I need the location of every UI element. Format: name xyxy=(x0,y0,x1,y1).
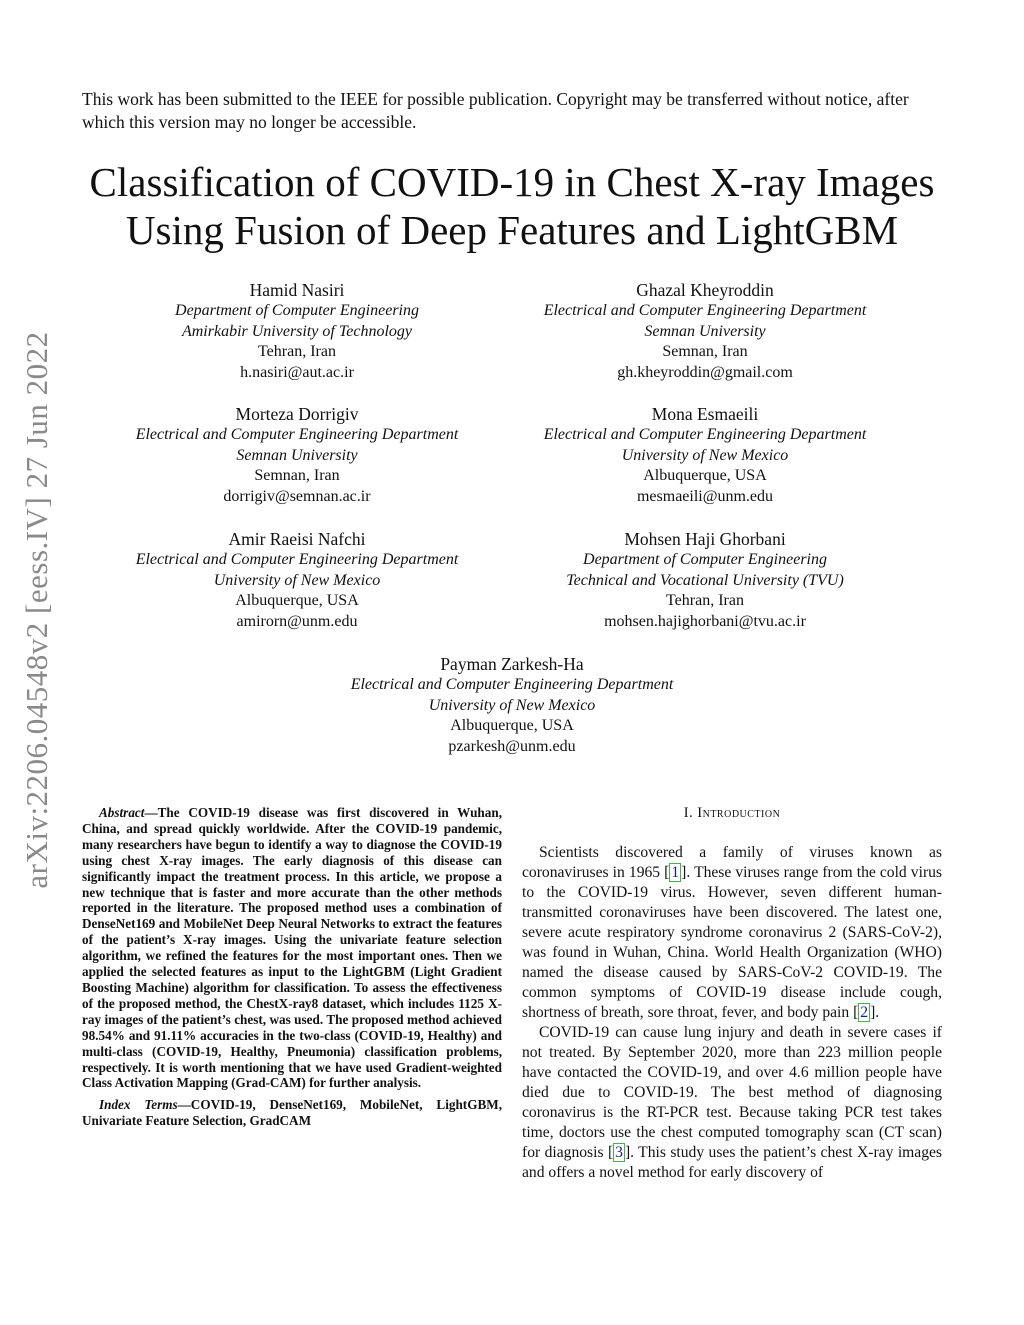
author-block xyxy=(77,528,517,633)
abstract xyxy=(82,805,502,1129)
arxiv-identifier: arXiv:2206.04548v2 [eess.IV] 27 Jun 2022 xyxy=(19,331,54,889)
author-email[interactable]: gh.kheyroddin@gmail.com xyxy=(617,364,793,382)
author-email[interactable]: pzarkesh@unm.edu xyxy=(448,738,576,756)
citation-link[interactable]: 3 xyxy=(615,1144,623,1161)
index-terms-text: —COVID-19, DenseNet169, MobileNet, LightGBM, Univariate Feature Selection, GradCAM xyxy=(82,1097,502,1129)
author-department: Department of Computer Engineering xyxy=(583,551,827,568)
paper-title xyxy=(72,158,952,254)
author-block xyxy=(485,403,925,508)
author-location: Albuquerque, USA xyxy=(450,717,574,735)
introduction-body xyxy=(522,843,942,1183)
author-location: Semnan, Iran xyxy=(254,467,340,485)
author-email[interactable]: dorrigiv@semnan.ac.ir xyxy=(223,488,371,506)
submission-notice: This work has been submitted to the IEEE for possible publication. Copyright may be transferred without notice, after which this version may no longer be accessible. xyxy=(82,89,909,132)
author-block xyxy=(485,279,925,384)
abstract-paragraph xyxy=(82,805,502,1091)
author-block xyxy=(77,279,517,384)
author-location: Albuquerque, USA xyxy=(235,592,359,610)
author-email[interactable]: mohsen.hajighorbani@tvu.ac.ir xyxy=(604,613,806,631)
author-location: Tehran, Iran xyxy=(258,343,336,361)
citation-link[interactable]: 2 xyxy=(860,1004,869,1021)
author-block xyxy=(485,528,925,633)
index-terms-label: Index Terms xyxy=(99,1097,178,1113)
intro-paragraph: COVID-19 can cause lung injury and death in severe cases if not treated. By September 2020, more than 223 million people have contacted the COVID-19, and over 4.6 million people have died due to COVID-19. The best method of diagnosing coronavirus is the RT-PCR test. Because taking PCR test takes time, doctors use the chest computed tomography scan (CT scan) for diagnosis [ 3 ]. This study uses the patient’s chest X-ray images and offers a novel method for early discovery of xyxy=(522,1024,942,1181)
author-institution: Amirkabir University of Technology xyxy=(181,322,413,340)
intro-paragraph: Scientists discovered a family of viruses known as coronaviruses in 1965 [ 1 ]. These viruses range from the cold virus to the COVID-19 virus. However, seven different human-transmitted coronaviruses have been discovered. The latest one, severe acute respiratory syndrome coronavirus 2 (SARS-CoV-2), was found in Wuhan, China. World Health Organization (WHO) named the disease caused by SARS-CoV-2 COVID-19. The common symptoms of COVID-19 disease include cough, shortness of breath, sore throat, fever, and body pain [ 2 ]. xyxy=(522,844,942,1021)
author-name: Mona Esmaeili xyxy=(651,404,759,424)
author-email[interactable]: h.nasiri@aut.ac.ir xyxy=(240,364,354,382)
author-name: Hamid Nasiri xyxy=(249,280,345,300)
author-email[interactable]: mesmaeili@unm.edu xyxy=(636,488,774,506)
index-terms xyxy=(82,1097,502,1129)
author-department: Electrical and Computer Engineering Department xyxy=(543,426,867,443)
title-line-1: Classification of COVID-19 in Chest X-ray Images xyxy=(89,159,935,205)
author-location: Tehran, Iran xyxy=(666,592,744,610)
author-department: Department of Computer Engineering xyxy=(175,302,419,319)
author-institution: University of New Mexico xyxy=(213,571,381,589)
abstract-text: —The COVID-19 disease was first discovered in Wuhan, China, and spread quickly worldwide. After the COVID-19 pandemic, many researchers have begun to identify a way to diagnose the COVID-19 using chest X-ray images. The early diagnosis of this disease can significantly impact the treatment process. In this article, we propose a new technique that is faster and more accurate than the other methods reported in the literature. The proposed method uses a combination of DenseNet169 and MobileNet Deep Neural Networks to extract the features of the patient’s X-ray images. Using the univariate feature selection algorithm, we refined the features for the most important ones. Then we applied the selected features as input to the LightGBM (Light Gradient Boosting Machine) algorithm for classification. To assess the effectiveness of the proposed method, the ChestX-ray8 dataset, which includes 1125 X-ray images of the patient’s chest, was used. The proposed method achieved 98.54% and 91.11% accuracies in the two-class (COVID-19, Healthy) and multi-class (COVID-19, Healthy, Pneumonia) classification problems, respectively. It is worth mentioning that we have used Gradient-weighted Class Activation Mapping (Grad-CAM) for further analysis. xyxy=(82,805,502,1091)
author-department: Electrical and Computer Engineering Department xyxy=(135,551,459,568)
author-institution: University of New Mexico xyxy=(428,696,596,714)
abstract-label: Abstract xyxy=(99,805,145,820)
author-institution: University of New Mexico xyxy=(621,446,789,464)
author-location: Semnan, Iran xyxy=(662,343,748,361)
author-department: Electrical and Computer Engineering Department xyxy=(543,302,867,319)
title-line-2: Using Fusion of Deep Features and LightGBM xyxy=(125,207,899,253)
author-block xyxy=(77,403,517,508)
author-institution: Semnan University xyxy=(236,446,358,464)
author-name: Payman Zarkesh-Ha xyxy=(440,654,584,674)
author-name: Mohsen Haji Ghorbani xyxy=(624,529,786,549)
author-email[interactable]: amirorn@unm.edu xyxy=(236,613,358,631)
author-institution: Technical and Vocational University (TVU) xyxy=(566,571,844,589)
author-location: Albuquerque, USA xyxy=(643,467,767,485)
citation-link[interactable]: 1 xyxy=(671,864,680,881)
author-block xyxy=(292,653,732,758)
author-name: Amir Raeisi Nafchi xyxy=(228,529,366,549)
section-heading: I. Introduction xyxy=(683,805,781,821)
author-name: Morteza Dorrigiv xyxy=(235,404,359,424)
author-name: Ghazal Kheyroddin xyxy=(636,280,774,300)
author-institution: Semnan University xyxy=(644,322,766,340)
author-department: Electrical and Computer Engineering Department xyxy=(135,426,459,443)
author-department: Electrical and Computer Engineering Department xyxy=(350,676,674,693)
